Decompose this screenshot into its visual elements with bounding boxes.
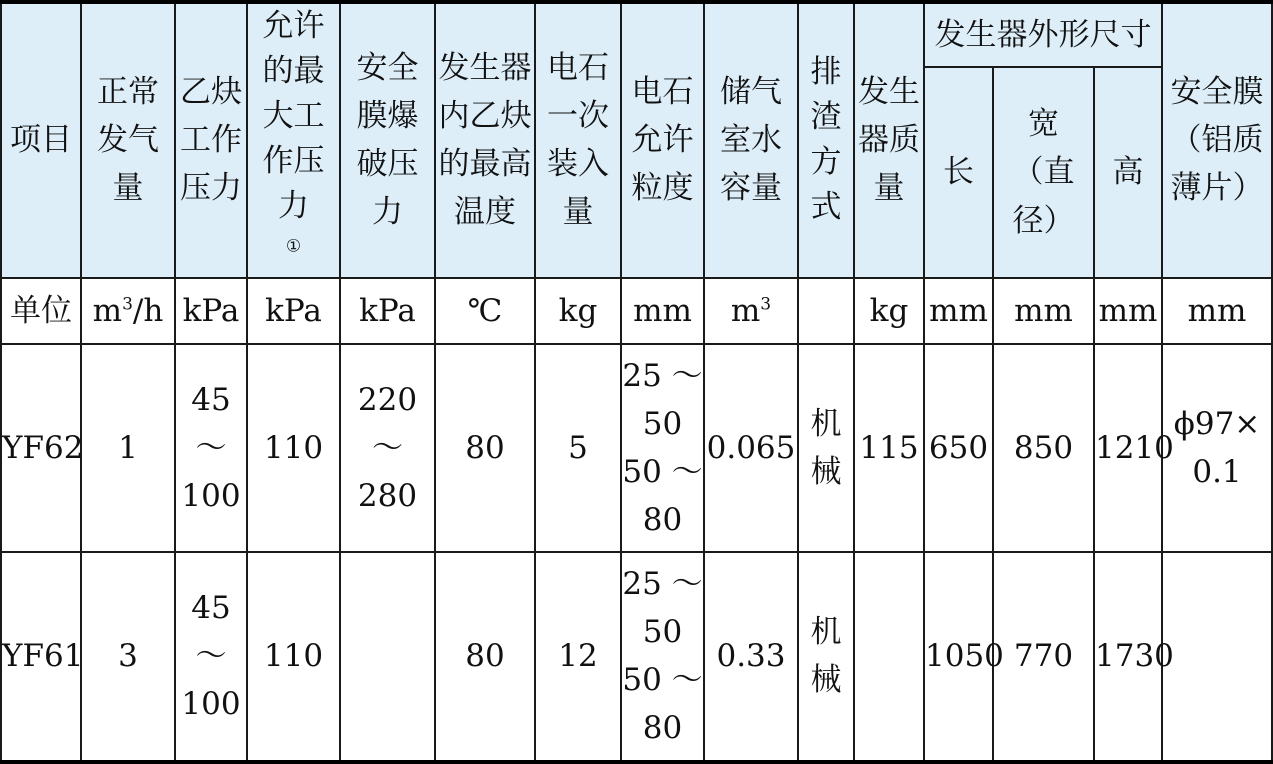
header-width: 宽 （直径） <box>993 67 1094 277</box>
units-row <box>1 278 1272 344</box>
cell-working-pressure: 45 ～ 100 <box>175 344 247 552</box>
cell-output: 3 <box>81 552 175 762</box>
unit-height: mm <box>1094 278 1162 344</box>
unit-charge: kg <box>535 278 621 344</box>
unit-length: mm <box>924 278 993 344</box>
header-carbide-size: 电石 允许 粒度 <box>621 2 704 278</box>
cell-charge: 12 <box>535 552 621 762</box>
cell-slag: 机 械 <box>798 552 854 762</box>
unit-max-pressure: kPa <box>247 278 340 344</box>
footnote-mark: ① <box>285 236 302 257</box>
header-generator-mass: 发生 器质 量 <box>854 2 924 278</box>
cell-slag: 机 械 <box>798 344 854 552</box>
cell-width: 850 <box>993 344 1094 552</box>
cell-membrane <box>1162 552 1272 762</box>
header-max-temperature: 发生器 内乙炔 的最高 温度 <box>435 2 535 278</box>
cell-model: YF61 <box>1 552 81 762</box>
unit-width: mm <box>993 278 1094 344</box>
unit-size: mm <box>621 278 704 344</box>
cell-temperature: 80 <box>435 344 535 552</box>
cell-max-pressure: 110 <box>247 344 340 552</box>
unit-mass: kg <box>854 278 924 344</box>
cell-model: YF62 <box>1 344 81 552</box>
cell-mass <box>854 552 924 762</box>
cell-water: 0.065 <box>704 344 798 552</box>
header-burst-pressure: 安全 膜爆 破压 力 <box>340 2 435 278</box>
cell-temperature: 80 <box>435 552 535 762</box>
cell-height: 1210 <box>1094 344 1162 552</box>
cell-width: 770 <box>993 552 1094 762</box>
unit-working-pressure: kPa <box>175 278 247 344</box>
header-slag-removal: 排 渣 方 式 <box>798 2 854 278</box>
cell-working-pressure: 45 ～ 100 <box>175 552 247 762</box>
cell-size: 25 ～ 50 50 ～ 80 <box>621 552 704 762</box>
header-height: 高 <box>1094 67 1162 277</box>
unit-water: $m^3$ <box>704 278 798 344</box>
cell-charge: 5 <box>535 344 621 552</box>
unit-output: $m^3/h$ <box>81 278 175 344</box>
unit-temperature: ℃ <box>435 278 535 344</box>
unit-slag <box>798 278 854 344</box>
header-length: 长 <box>924 67 993 277</box>
table-row <box>1 344 1272 552</box>
cell-burst-pressure <box>340 552 435 762</box>
header-carbide-charge: 电石 一次 装入 量 <box>535 2 621 278</box>
header-water-capacity: 储气 室水 容量 <box>704 2 798 278</box>
cell-water: 0.33 <box>704 552 798 762</box>
header-normal-output: 正常 发气 量 <box>81 2 175 278</box>
unit-burst-pressure: kPa <box>340 278 435 344</box>
header-item: 项目 <box>1 2 81 278</box>
header-row-top <box>1 2 1272 67</box>
cell-membrane: ϕ97× 0.1 <box>1162 344 1272 552</box>
units-label: 单位 <box>1 278 81 344</box>
cell-length: 650 <box>924 344 993 552</box>
table-row <box>1 552 1272 762</box>
cell-output: 1 <box>81 344 175 552</box>
cell-burst-pressure: 220 ～ 280 <box>340 344 435 552</box>
header-dimensions: 发生器外形尺寸 <box>924 2 1162 67</box>
header-max-working-pressure: 允许 的最 大工 作压 力 ① <box>247 2 340 278</box>
cell-mass: 115 <box>854 344 924 552</box>
unit-membrane: mm <box>1162 278 1272 344</box>
cell-length: 1050 <box>924 552 993 762</box>
header-safety-membrane: 安全膜 （铝质 薄片） <box>1162 2 1272 278</box>
cell-height: 1730 <box>1094 552 1162 762</box>
cell-max-pressure: 110 <box>247 552 340 762</box>
header-working-pressure: 乙炔 工作 压力 <box>175 2 247 278</box>
cell-size: 25 ～ 50 50 ～ 80 <box>621 344 704 552</box>
